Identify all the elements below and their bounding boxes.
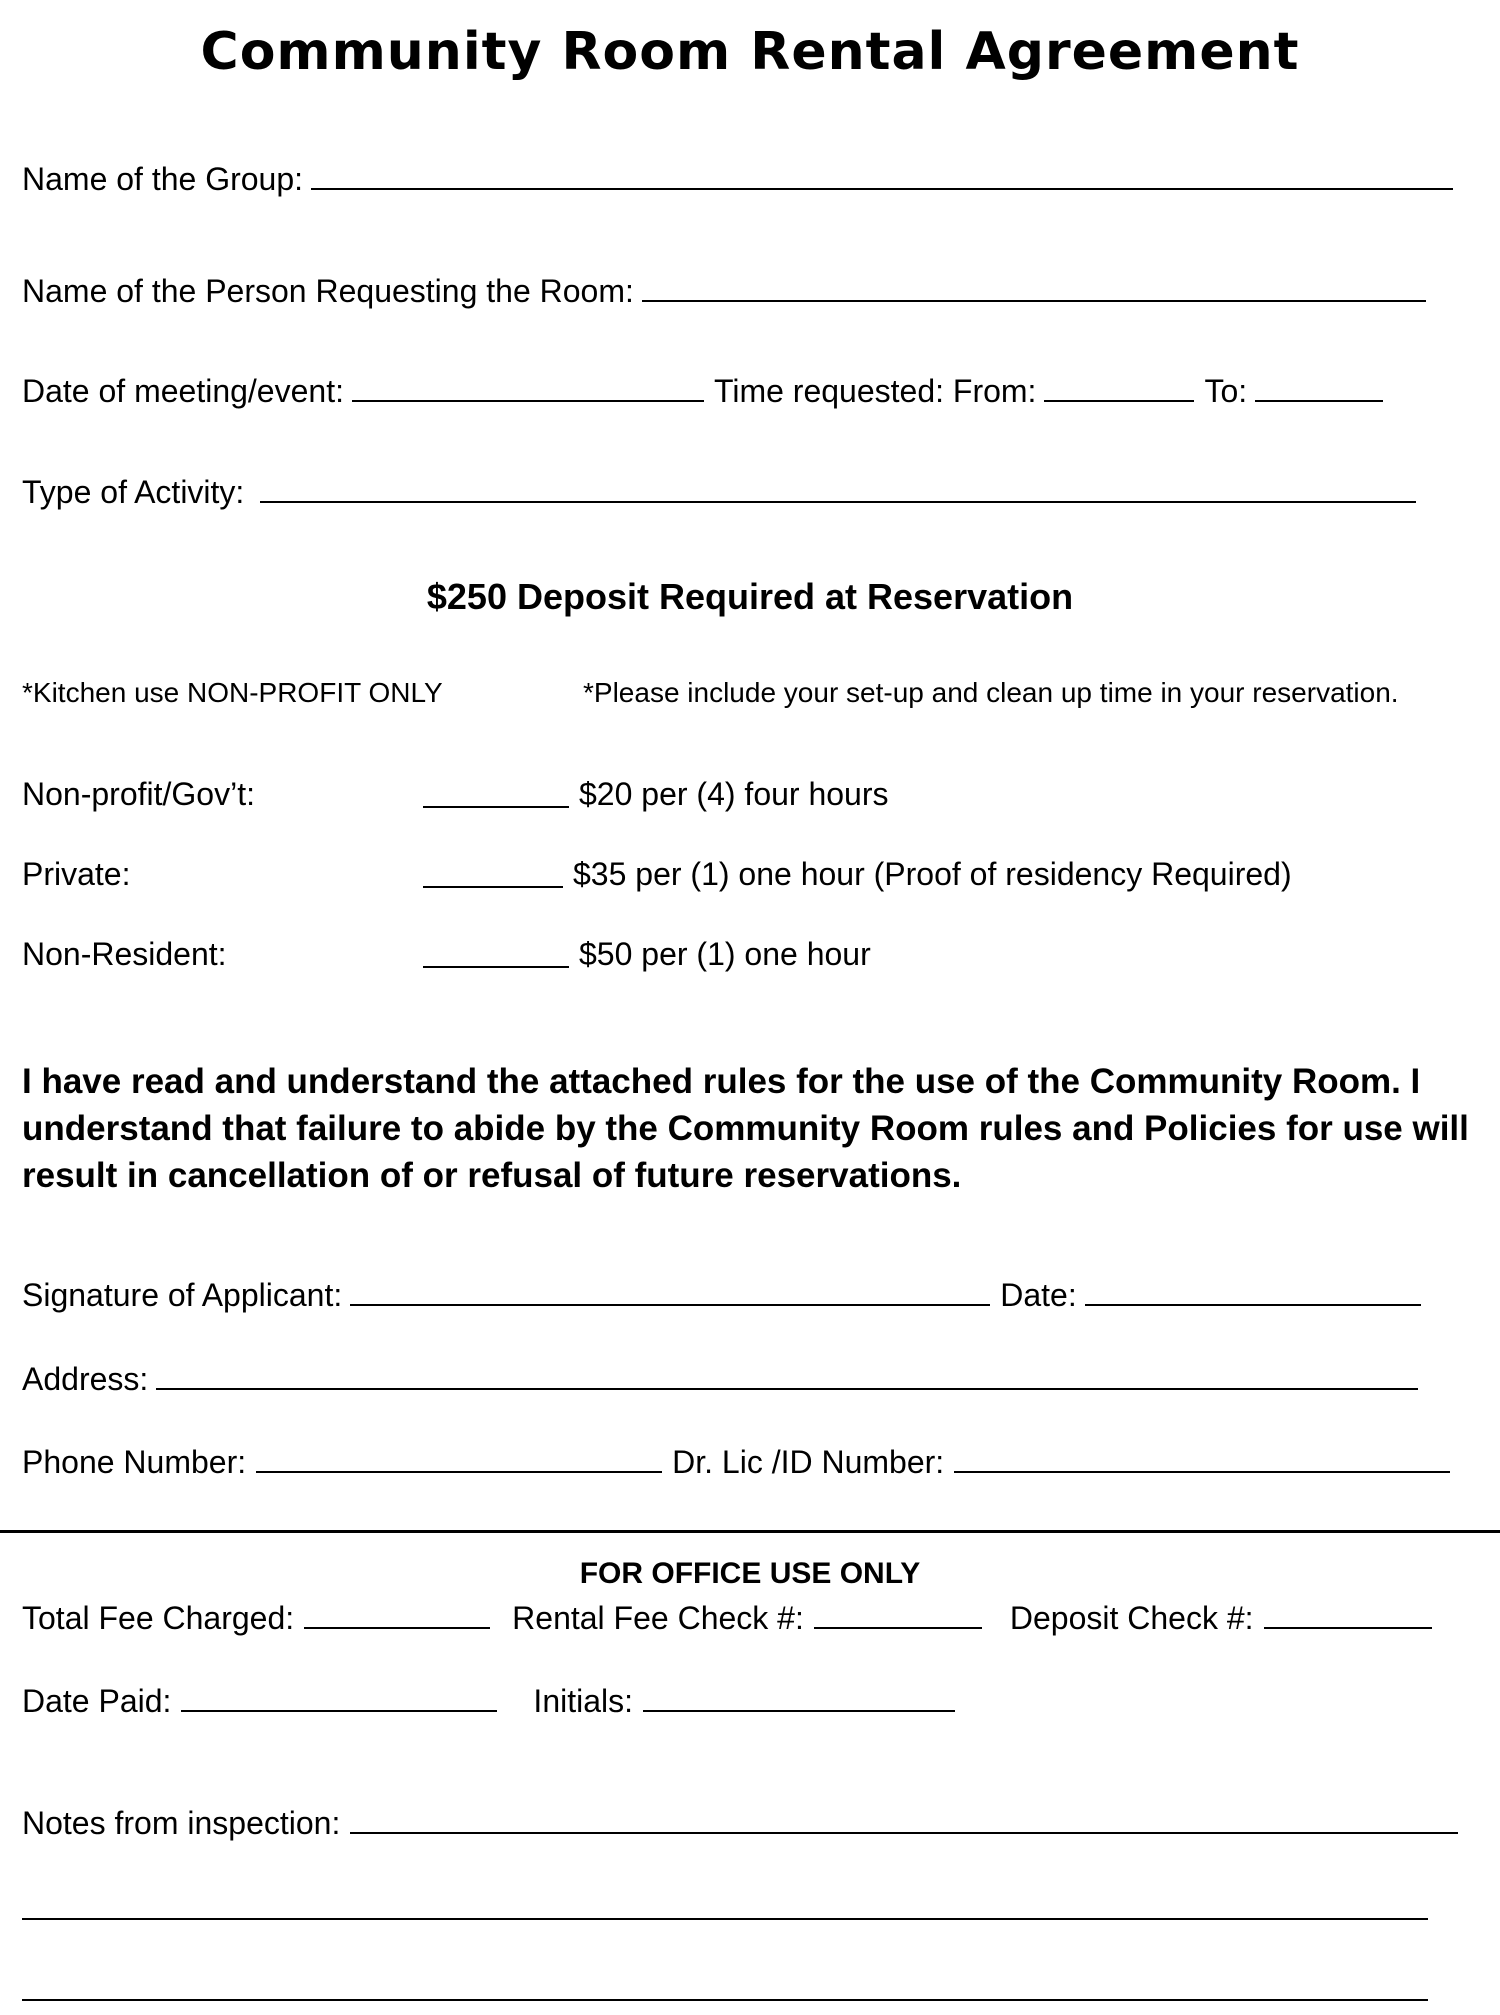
signature-label: Signature of Applicant: <box>22 1277 343 1313</box>
rate-nonprofit-field[interactable] <box>423 776 569 808</box>
date-paid-field[interactable] <box>181 1680 497 1712</box>
office-use-heading: FOR OFFICE USE ONLY <box>579 1557 921 1590</box>
office-payment-row <box>22 1680 955 1721</box>
time-to-label: To: <box>1204 373 1248 409</box>
address-label: Address: <box>22 1361 149 1397</box>
requester-name-row <box>22 270 1426 311</box>
activity-type-label: Type of Activity: <box>22 474 245 510</box>
date-paid-label: Date Paid: <box>22 1683 172 1719</box>
signature-date-label: Date: <box>1000 1277 1077 1313</box>
kitchen-note: *Kitchen use NON-PROFIT ONLY <box>22 677 443 708</box>
date-time-row <box>22 370 1383 411</box>
rate-value-nonresident: $50 per (1) one hour <box>579 936 871 972</box>
inspection-notes-label: Notes from inspection: <box>22 1805 341 1841</box>
deposit-check-label: Deposit Check #: <box>1009 1600 1254 1636</box>
rate-category-nonprofit: Non-profit/Gov’t: <box>22 776 255 812</box>
phone-field[interactable] <box>256 1441 662 1473</box>
inspection-notes-line-3[interactable] <box>22 1999 1428 2001</box>
time-to-field[interactable] <box>1255 370 1383 402</box>
rate-nonresident-field[interactable] <box>423 936 569 968</box>
agreement-statement: I have read and understand the attached rules for the use of the Community Room. I understand that failure to abide by the Community Room rules and Policies for use will result in cancellation of or refusal of future reservations. <box>22 1062 1469 1195</box>
time-from-field[interactable] <box>1044 370 1194 402</box>
license-label: Dr. Lic /ID Number: <box>672 1444 945 1480</box>
initials-field[interactable] <box>643 1680 955 1712</box>
deposit-check-field[interactable] <box>1264 1597 1432 1629</box>
rate-category-private: Private: <box>22 856 131 892</box>
event-date-field[interactable] <box>352 370 704 402</box>
event-date-label: Date of meeting/event: <box>22 373 344 409</box>
activity-type-field[interactable] <box>260 471 1416 503</box>
rental-check-label: Rental Fee Check #: <box>512 1600 804 1636</box>
phone-label: Phone Number: <box>22 1444 247 1480</box>
section-divider <box>0 1530 1500 1533</box>
office-fees-row <box>22 1597 1432 1638</box>
address-row <box>22 1358 1418 1399</box>
time-from-label: Time requested: From: <box>713 373 1037 409</box>
total-fee-label: Total Fee Charged: <box>22 1600 295 1636</box>
signature-date-field[interactable] <box>1085 1274 1421 1306</box>
group-name-row <box>22 158 1453 199</box>
rate-value-nonprofit: $20 per (4) four hours <box>579 776 889 812</box>
requester-name-label: Name of the Person Requesting the Room: <box>22 273 634 309</box>
address-field[interactable] <box>156 1358 1418 1390</box>
inspection-notes-row <box>22 1802 1458 1843</box>
rental-check-field[interactable] <box>814 1597 982 1629</box>
rate-private-field[interactable] <box>423 856 563 888</box>
phone-license-row <box>22 1441 1450 1482</box>
signature-field[interactable] <box>350 1274 990 1306</box>
rate-category-nonresident: Non-Resident: <box>22 936 227 972</box>
setup-note: *Please include your set-up and clean up time in your reservation. <box>583 677 1399 708</box>
inspection-notes-field[interactable] <box>350 1802 1458 1834</box>
requester-name-field[interactable] <box>642 270 1426 302</box>
page-title: Community Room Rental Agreement <box>200 22 1300 82</box>
activity-row <box>22 471 1416 512</box>
group-name-label: Name of the Group: <box>22 161 304 197</box>
group-name-field[interactable] <box>311 158 1453 190</box>
rate-value-private: $35 per (1) one hour (Proof of residency Required) <box>573 856 1292 892</box>
inspection-notes-line-2[interactable] <box>22 1918 1428 1920</box>
signature-row <box>22 1274 1421 1315</box>
deposit-heading: $250 Deposit Required at Reservation <box>426 576 1074 617</box>
initials-label: Initials: <box>533 1683 634 1719</box>
total-fee-field[interactable] <box>304 1597 490 1629</box>
license-field[interactable] <box>954 1441 1450 1473</box>
